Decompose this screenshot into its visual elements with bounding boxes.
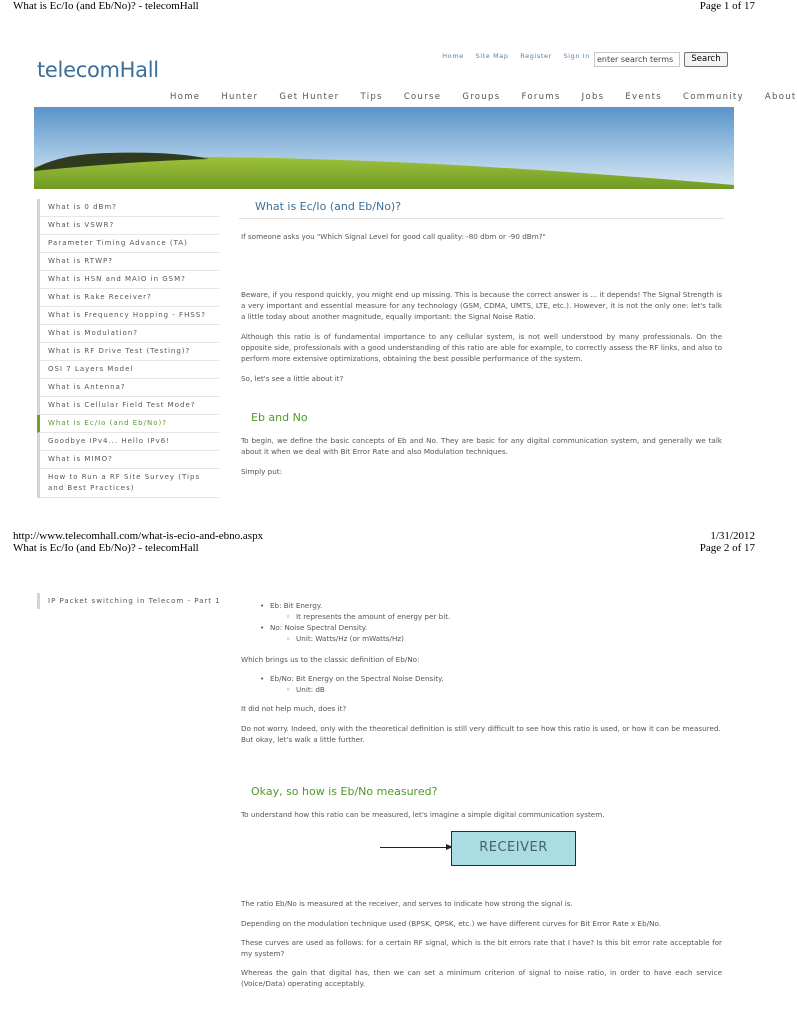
nav-course[interactable]: Course xyxy=(403,92,442,102)
main-nav xyxy=(170,92,797,102)
util-link-sitemap[interactable]: Site Map xyxy=(475,52,509,60)
list-item-ebno: • Eb/No: Bit Energy on the Spectral Noise Density. xyxy=(260,673,444,684)
sidebar-item-drive-test[interactable]: What is RF Drive Test (Testing)? xyxy=(40,343,219,361)
sidebar-item-fhss[interactable]: What is Frequency Hopping - FHSS? xyxy=(40,307,219,325)
list-subitem-no: ◦ Unit: Watts/Hz (or mWatts/Hz) xyxy=(260,633,450,644)
sidebar-item-field-test-mode[interactable]: What is Cellular Field Test Mode? xyxy=(40,397,219,415)
paragraph-simply-put: Simply put: xyxy=(241,467,283,476)
nav-forums[interactable]: Forums xyxy=(521,92,561,102)
print-header-title: What is Ec/Io (and Eb/No)? - telecomHall xyxy=(13,0,199,12)
header-banner-image xyxy=(34,107,734,189)
paragraph-do-not-worry: Do not worry. Indeed, only with the theoretical definition is still very difficult to see how this ratio is used, or how it can be measured. But okay, let's walk a little further. xyxy=(241,724,721,744)
list-subitem-eb: ◦ It represents the amount of energy per bit. xyxy=(260,611,450,622)
paragraph-minimum-criterion: Whereas the gain that digital has, then we can set a minimum criterion of signal to noise ratio, in order to have each service (Voice/Data) operating acceptably. xyxy=(241,968,722,988)
util-link-register[interactable]: Register xyxy=(520,52,552,60)
sidebar-item-0dbm[interactable]: What is 0 dBm? xyxy=(40,199,219,217)
sidebar-item-vswr[interactable]: What is VSWR? xyxy=(40,217,219,235)
heading-how-measured: Okay, so how is Eb/No measured? xyxy=(251,785,438,798)
nav-tips[interactable]: Tips xyxy=(360,92,383,102)
nav-groups[interactable]: Groups xyxy=(462,92,501,102)
nav-hunter[interactable]: Hunter xyxy=(221,92,259,102)
sidebar-item-rake-receiver[interactable]: What is Rake Receiver? xyxy=(40,289,219,307)
sidebar-item-modulation[interactable]: What is Modulation? xyxy=(40,325,219,343)
list-subitem-ebno: ◦ Unit: dB xyxy=(260,684,444,695)
list-item-eb: • Eb: Bit Energy. xyxy=(260,600,450,611)
paragraph-lets-see: So, let's see a little about it? xyxy=(241,374,344,383)
intro-text: If someone asks you "Which Signal Level for good call quality: -80 dbm or -90 dBm?" xyxy=(241,232,546,241)
nav-home[interactable]: Home xyxy=(170,92,201,102)
print-header-page-page2: Page 2 of 17 xyxy=(699,542,755,554)
paragraph-classic-definition: Which brings us to the classic definition of Eb/No: xyxy=(241,655,420,664)
sidebar-item-antenna[interactable]: What is Antenna? xyxy=(40,379,219,397)
print-footer-url: http://www.telecomhall.com/what-is-ecio-and-ebno.aspx xyxy=(13,530,264,542)
sidebar-item-mimo[interactable]: What is MIMO? xyxy=(40,451,219,469)
nav-community[interactable]: Community xyxy=(683,92,744,102)
util-link-home[interactable]: Home xyxy=(442,52,464,60)
sidebar-continued xyxy=(37,593,219,609)
utility-nav xyxy=(433,52,590,60)
sidebar-item-timing-advance[interactable]: Parameter Timing Advance (TA) xyxy=(40,235,219,253)
nav-get-hunter[interactable]: Get Hunter xyxy=(279,92,340,102)
definitions-list-eb-no xyxy=(260,600,450,644)
util-link-signin[interactable]: Sign In xyxy=(563,52,590,60)
sidebar-item-hsn-maio[interactable]: What is HSN and MAIO in GSM? xyxy=(40,271,219,289)
receiver-block: RECEIVER xyxy=(451,831,576,866)
paragraph-signal-strength: Beware, if you respond quickly, you might end up missing. This is because the correct answer is ... it depends! The Signal Strength is a very important and essential measure for any technology (GSM, CDMA, UMTS, LTE, etc.). However, it is not the only one: let's talk a little today about another magnitude, equally important: the Signal Noise Ratio. xyxy=(241,290,722,321)
print-footer-date: 1/31/2012 xyxy=(710,530,755,542)
paragraph-curves-usage: These curves are used as follows: for a certain RF signal, which is the bit errors rate that I have? Is this bit error rate acceptable for my system? xyxy=(241,938,722,958)
heading-eb-and-no: Eb and No xyxy=(251,411,308,424)
title-divider xyxy=(239,218,724,219)
nav-about[interactable]: About xyxy=(764,92,797,102)
sidebar-item-rtwp[interactable]: What is RTWP? xyxy=(40,253,219,271)
sidebar-item-ipv6[interactable]: Goodbye IPv4... Hello IPv6! xyxy=(40,433,219,451)
search-input[interactable] xyxy=(594,52,680,67)
paragraph-measured-at-receiver: The ratio Eb/No is measured at the receiver, and serves to indicate how strong the signal is. xyxy=(241,899,573,908)
nav-jobs[interactable]: Jobs xyxy=(581,92,605,102)
search-button[interactable]: Search xyxy=(684,52,728,67)
sidebar-item-osi-model[interactable]: OSI 7 Layers Model xyxy=(40,361,219,379)
sidebar-item-ecio-active[interactable]: What is Ec/Io (and Eb/No)? xyxy=(37,415,219,433)
list-item-no: • No: Noise Spectral Density. xyxy=(260,622,450,633)
paragraph-understand-measure: To understand how this ratio can be measured, let's imagine a simple digital communication system. xyxy=(241,810,605,819)
print-header-title-page2: What is Ec/Io (and Eb/No)? - telecomHall xyxy=(13,542,199,554)
site-logo[interactable]: telecomHall xyxy=(37,58,159,82)
sidebar-item-site-survey[interactable]: How to Run a RF Site Survey (Tips and Best Practices) xyxy=(40,469,219,498)
paragraph-ratio-importance: Although this ratio is of fundamental importance to any cellular system, is not well understood by many professionals. On the opposite side, professionals with a good understanding of this ratio are able for example, to correctly assess the RF links, and also to perform more extensive optimizations, obtaining the best possible performance of the system. xyxy=(241,332,722,363)
print-header-page: Page 1 of 17 xyxy=(699,0,755,12)
nav-events[interactable]: Events xyxy=(625,92,662,102)
page-title: What is Ec/Io (and Eb/No)? xyxy=(255,200,402,213)
paragraph-basic-concepts: To begin, we define the basic concepts of Eb and No. They are basic for any digital communication system, and generally we talk about it when we deal with Bit Error Rate and also Modulation techniques. xyxy=(241,436,722,456)
definitions-list-ebno xyxy=(260,673,444,695)
paragraph-modulation-curves: Depending on the modulation technique used (BPSK, QPSK, etc.) we have different curves for Bit Error Rate x Eb/No. xyxy=(241,919,662,928)
sidebar-item-ip-packet[interactable]: IP Packet switching in Telecom - Part 1 xyxy=(48,597,221,605)
signal-arrow xyxy=(380,847,451,848)
paragraph-did-not-help: It did not help much, does it? xyxy=(241,704,347,713)
sidebar xyxy=(37,199,219,498)
